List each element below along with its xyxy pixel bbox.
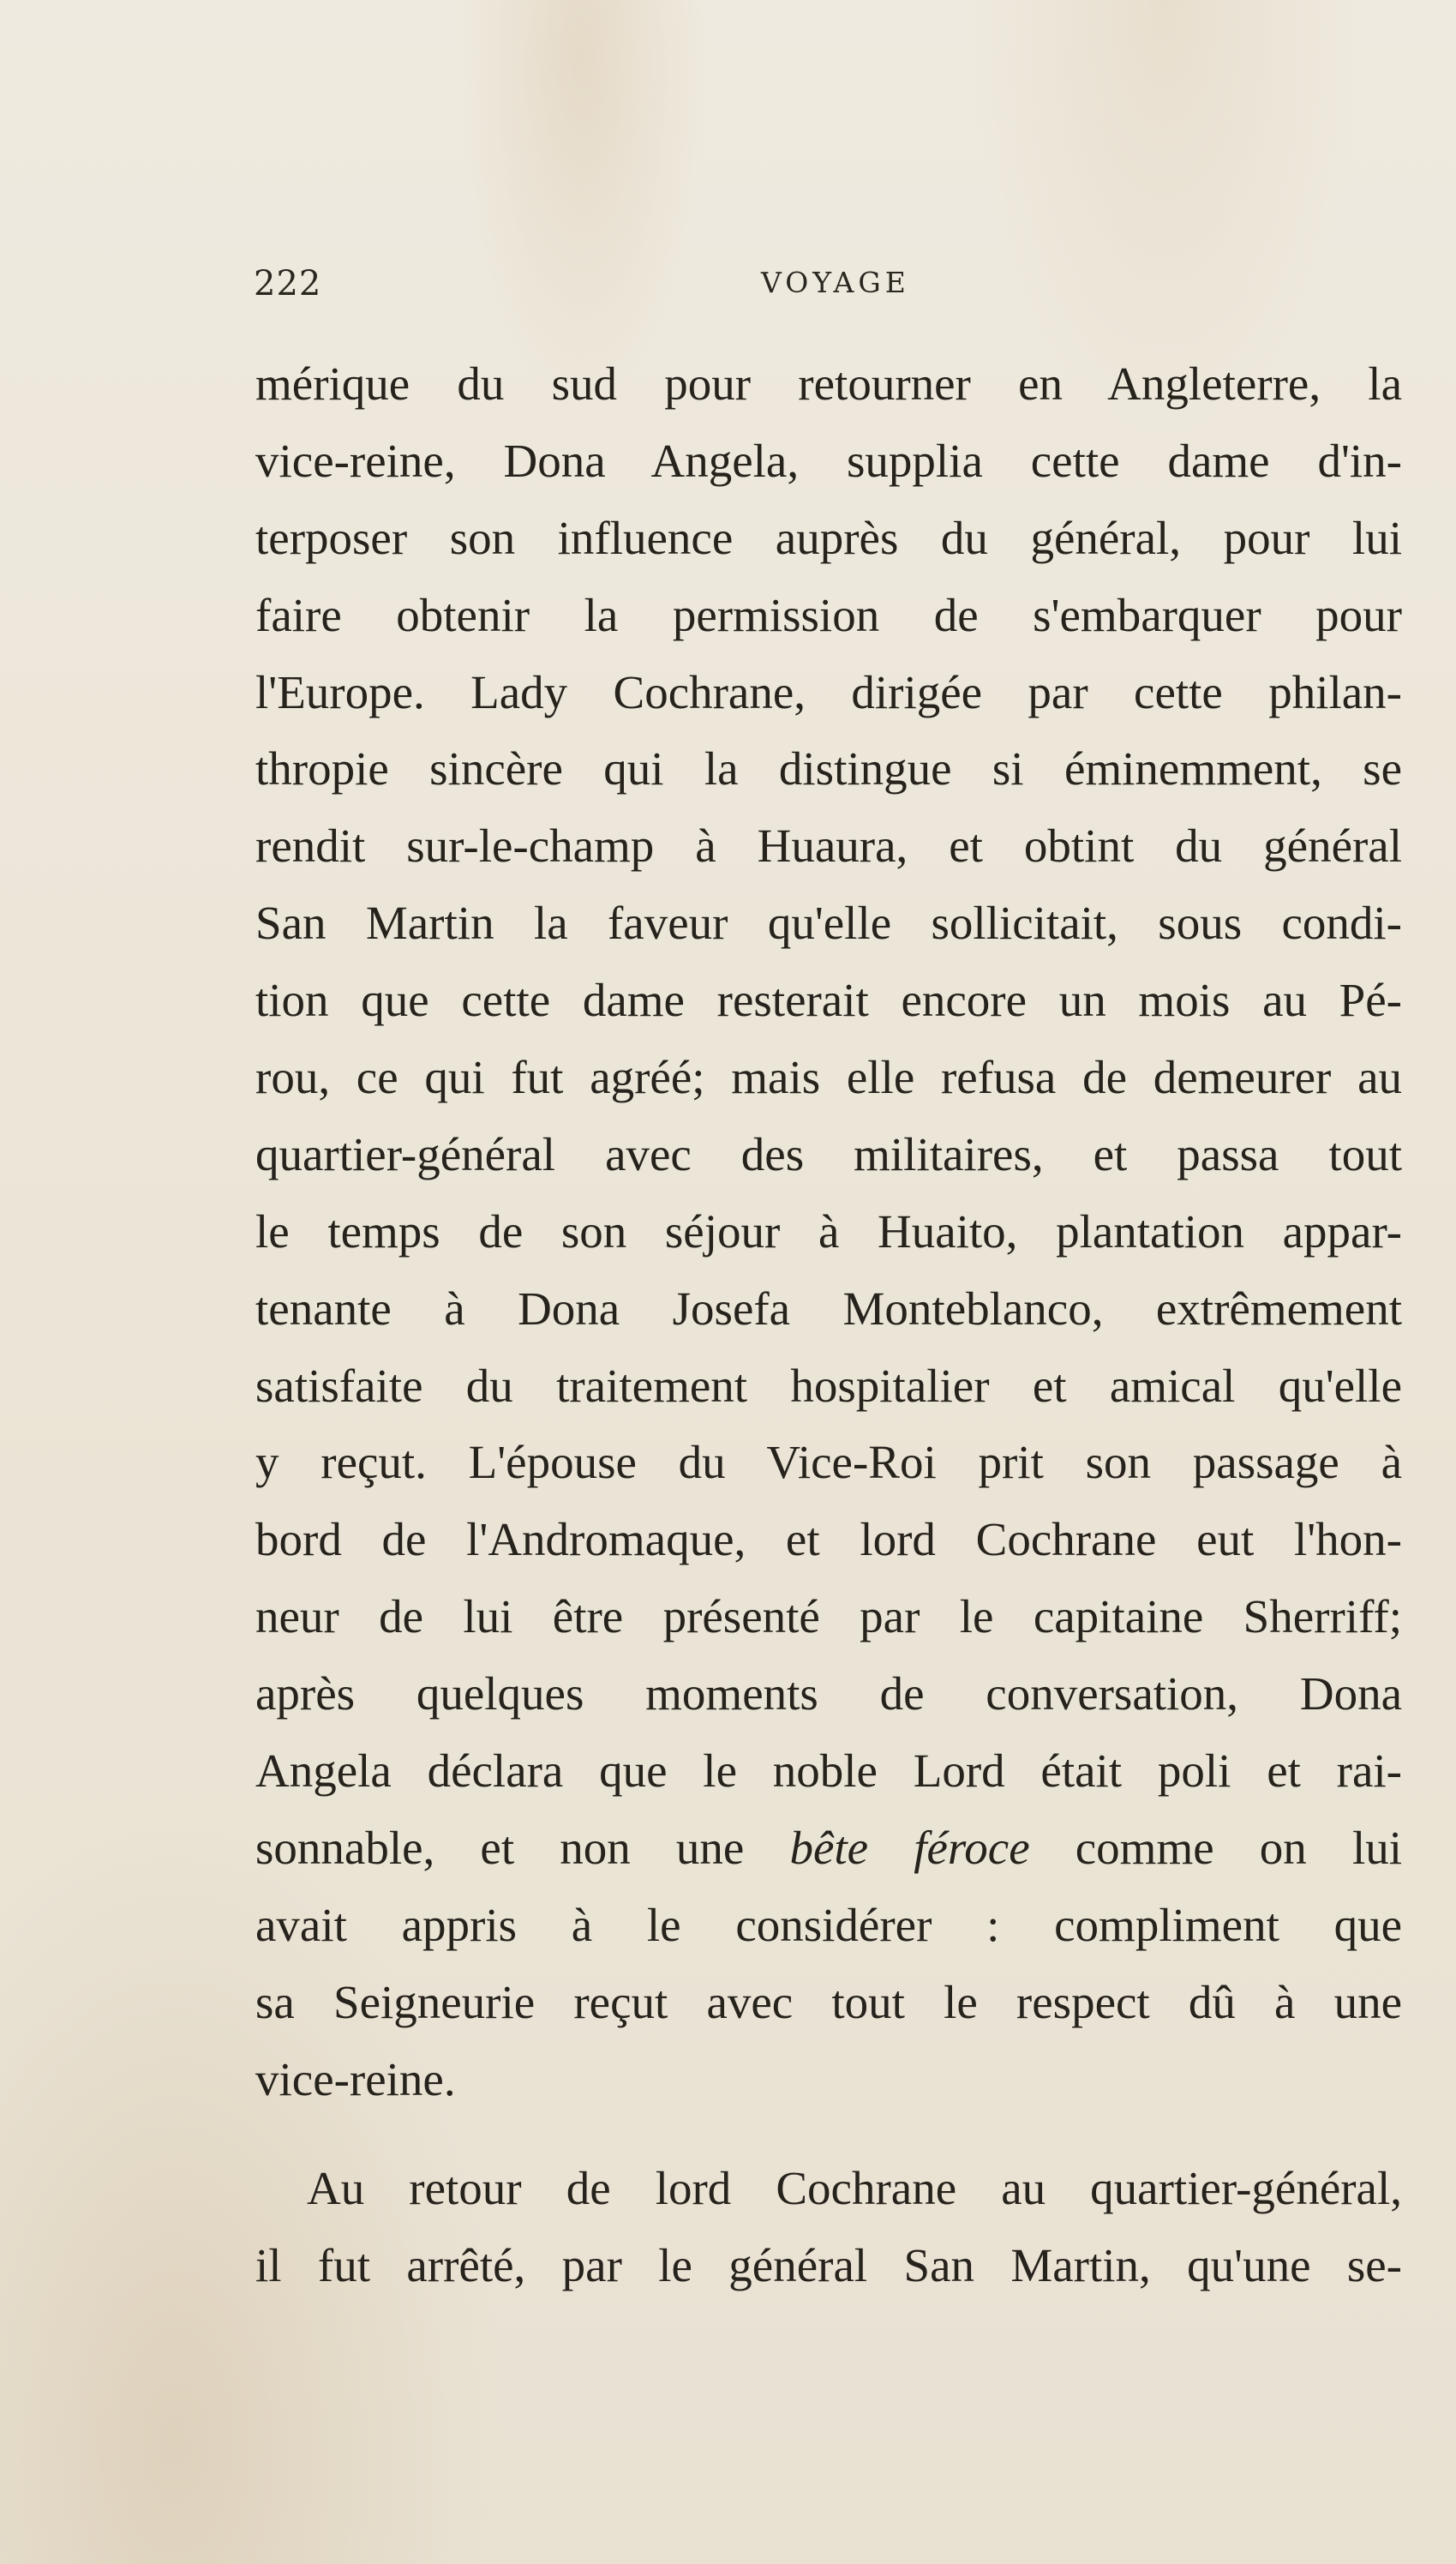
page-number: 222 xyxy=(254,264,322,303)
text-line: satisfaite du traitement hospitalier et amical qu'elle xyxy=(255,1359,1402,1412)
text-line: il fut arrêté, par le général San Martin, qu'une se- xyxy=(255,2239,1402,2292)
text-line: y reçut. L'épouse du Vice-Roi prit son passage à xyxy=(255,1436,1402,1489)
text-line: rendit sur-le-champ à Huaura, et obtint du général xyxy=(255,820,1402,873)
text-line: vice-reine. xyxy=(255,2052,456,2105)
body-text xyxy=(255,345,1402,2304)
text-line: tenante à Dona Josefa Monteblanco, extrêmement xyxy=(255,1282,1402,1335)
running-head xyxy=(254,264,1402,315)
text-line: après quelques moments de conversation, Dona xyxy=(255,1667,1402,1720)
text-line: mérique du sud pour retourner en Angleterre, la xyxy=(255,357,1402,410)
text-line: neur de lui être présenté par le capitaine Sherriff; xyxy=(255,1590,1402,1643)
text-line: Au retour de lord Cochrane au quartier-général, xyxy=(307,2162,1402,2215)
text-line: vice-reine, Dona Angela, supplia cette dame d'in- xyxy=(255,434,1402,487)
text-line: terposer son influence auprès du général, pour lui xyxy=(255,511,1402,564)
italic-phrase: bête féroce xyxy=(789,1821,1030,1874)
text-line: thropie sincère qui la distingue si éminemment, se xyxy=(255,742,1402,796)
text-line: l'Europe. Lady Cochrane, dirigée par cette philan- xyxy=(255,665,1402,718)
text-line: avait appris à le considérer : compliment que xyxy=(255,1898,1402,1951)
paragraph-2 xyxy=(255,2150,1402,2304)
text-line: faire obtenir la permission de s'embarquer pour xyxy=(255,588,1402,641)
paragraph-gap xyxy=(255,2117,1402,2150)
text-line: Angela déclara que le noble Lord était poli et rai- xyxy=(255,1744,1402,1798)
text-line: le temps de son séjour à Huaito, plantation appar- xyxy=(255,1204,1402,1258)
paragraph-1 xyxy=(255,345,1402,2117)
text-line: sonnable, et non une bête féroce comme on lui xyxy=(255,1821,1403,1874)
text-line: sa Seigneurie reçut avec tout le respect dû à une xyxy=(255,1975,1402,2028)
text-line: rou, ce qui fut agréé; mais elle refusa de demeurer au xyxy=(255,1051,1402,1104)
text-line: quartier-général avec des militaires, et passa tout xyxy=(255,1127,1402,1180)
text-line: bord de l'Andromaque, et lord Cochrane eut l'hon- xyxy=(255,1513,1402,1566)
text-line: tion que cette dame resterait encore un mois au Pé- xyxy=(255,974,1402,1027)
running-title: VOYAGE xyxy=(761,266,910,299)
text-line: San Martin la faveur qu'elle sollicitait, sous condi- xyxy=(255,897,1402,950)
